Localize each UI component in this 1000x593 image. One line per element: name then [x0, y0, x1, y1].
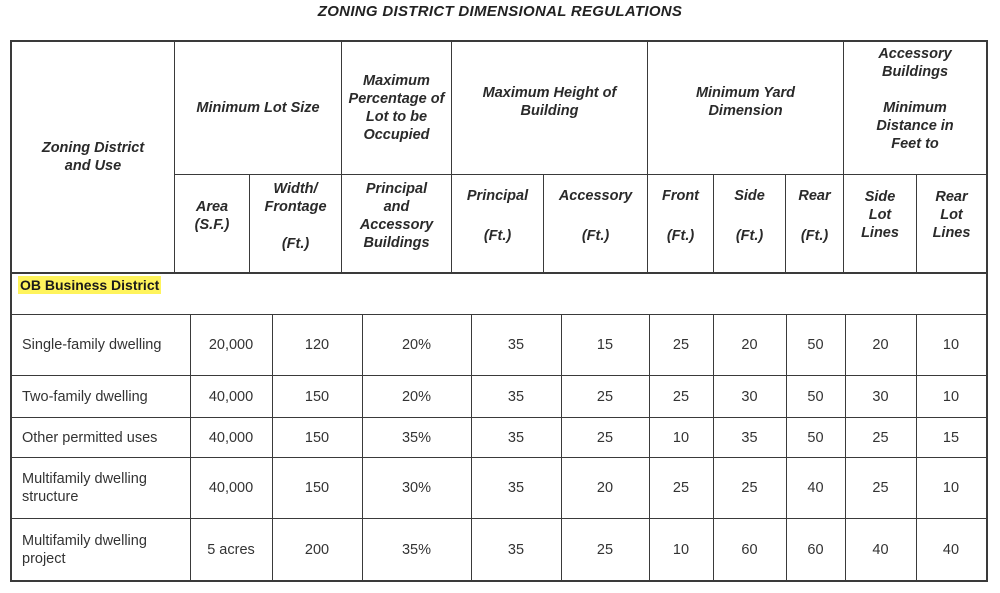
table-cell: 25 — [872, 480, 889, 496]
table-cell: 20 — [872, 337, 889, 353]
table-cell: 25 — [872, 429, 889, 446]
table-cell: 25 — [596, 541, 614, 558]
row-use-label: Single-family dwelling — [22, 337, 162, 353]
table-cell: 60 — [807, 541, 824, 558]
table-cell: 30% — [401, 480, 432, 496]
table-cell: 5 acres — [207, 541, 255, 558]
header-side-lot-lines: Side Lot Lines — [861, 189, 899, 241]
header-width-frontage: Width/ Frontage — [264, 181, 327, 215]
table-cell: 10 — [672, 541, 690, 558]
table-cell: 30 — [741, 388, 758, 405]
table-cell: 15 — [596, 337, 614, 353]
header-rear-unit: (Ft.) — [800, 228, 829, 244]
header-width-unit: (Ft.) — [281, 236, 310, 252]
table-cell: 35 — [507, 388, 525, 405]
table-cell: 35% — [401, 541, 432, 558]
header-min-lot-size: Minimum Lot Size — [196, 100, 320, 116]
table-cell: 25 — [672, 337, 690, 353]
header-max-height: Maximum Height of Building — [482, 85, 617, 119]
table-cell: 40,000 — [208, 480, 254, 496]
table-cell: 40,000 — [208, 429, 254, 446]
row-use-label: Multifamily dwelling project — [22, 532, 147, 567]
table-cell: 25 — [672, 388, 690, 405]
table-cell: 10 — [672, 429, 690, 446]
row-use-label: Two-family dwelling — [22, 388, 148, 405]
table-cell: 40 — [807, 480, 824, 496]
header-principal: Principal — [466, 188, 529, 204]
table-cell: 50 — [807, 429, 824, 446]
table-cell: 40 — [942, 541, 960, 558]
header-accessory: Accessory — [558, 188, 633, 204]
table-cell: 10 — [942, 480, 960, 496]
row-use-label: Other permitted uses — [22, 429, 158, 446]
header-zoning-district: Zoning District and Use — [41, 140, 145, 174]
table-cell: 150 — [304, 388, 330, 405]
header-rear: Rear — [798, 188, 831, 204]
table-title: ZONING DISTRICT DIMENSIONAL REGULATIONS — [317, 3, 683, 20]
header-side-unit: (Ft.) — [735, 228, 764, 244]
header-max-percentage: Maximum Percentage of Lot to be Occupied — [348, 73, 445, 143]
table-cell: 60 — [741, 541, 758, 558]
table-cell: 35 — [507, 429, 525, 446]
table-cell: 25 — [672, 480, 690, 496]
table-cell: 35 — [507, 337, 525, 353]
table-cell: 20 — [596, 480, 614, 496]
table-cell: 120 — [304, 337, 330, 353]
table-cell: 10 — [942, 337, 960, 353]
table-cell: 35 — [741, 429, 758, 446]
table-cell: 150 — [304, 480, 330, 496]
header-accessory-unit: (Ft.) — [581, 228, 610, 244]
table-cell: 20,000 — [208, 337, 254, 353]
table-cell: 40,000 — [208, 388, 254, 405]
table-cell: 25 — [596, 388, 614, 405]
header-rear-lot-lines: Rear Lot Lines — [932, 189, 971, 241]
header-area: Area (S.F.) — [194, 199, 230, 233]
table-cell: 25 — [741, 480, 758, 496]
header-min-yard: Minimum Yard Dimension — [695, 85, 796, 119]
table-cell: 35 — [507, 480, 525, 496]
table-cell: 20% — [401, 388, 432, 405]
table-cell: 10 — [942, 388, 960, 405]
table-cell: 20% — [401, 337, 432, 353]
table-cell: 25 — [596, 429, 614, 446]
table-cell: 35 — [507, 541, 525, 558]
header-principal-unit: (Ft.) — [483, 228, 512, 244]
header-principal-accessory: Principal and Accessory Buildings — [359, 181, 434, 251]
row-use-label: Multifamily dwelling structure — [22, 471, 147, 505]
header-front-unit: (Ft.) — [666, 228, 695, 244]
table-cell: 30 — [872, 388, 889, 405]
table-cell: 20 — [741, 337, 758, 353]
table-cell: 35% — [401, 429, 432, 446]
table-cell: 15 — [942, 429, 960, 446]
header-front: Front — [661, 188, 700, 204]
table-cell: 50 — [807, 388, 824, 405]
section-label-ob-business-district: OB Business District — [20, 277, 160, 293]
table-cell: 200 — [304, 541, 330, 558]
table-cell: 50 — [807, 337, 824, 353]
table-cell: 150 — [304, 429, 330, 446]
table-cell: 40 — [872, 541, 889, 558]
header-accessory-buildings: Accessory Buildings Minimum Distance in Feet to — [876, 46, 954, 152]
header-side: Side — [734, 188, 765, 204]
